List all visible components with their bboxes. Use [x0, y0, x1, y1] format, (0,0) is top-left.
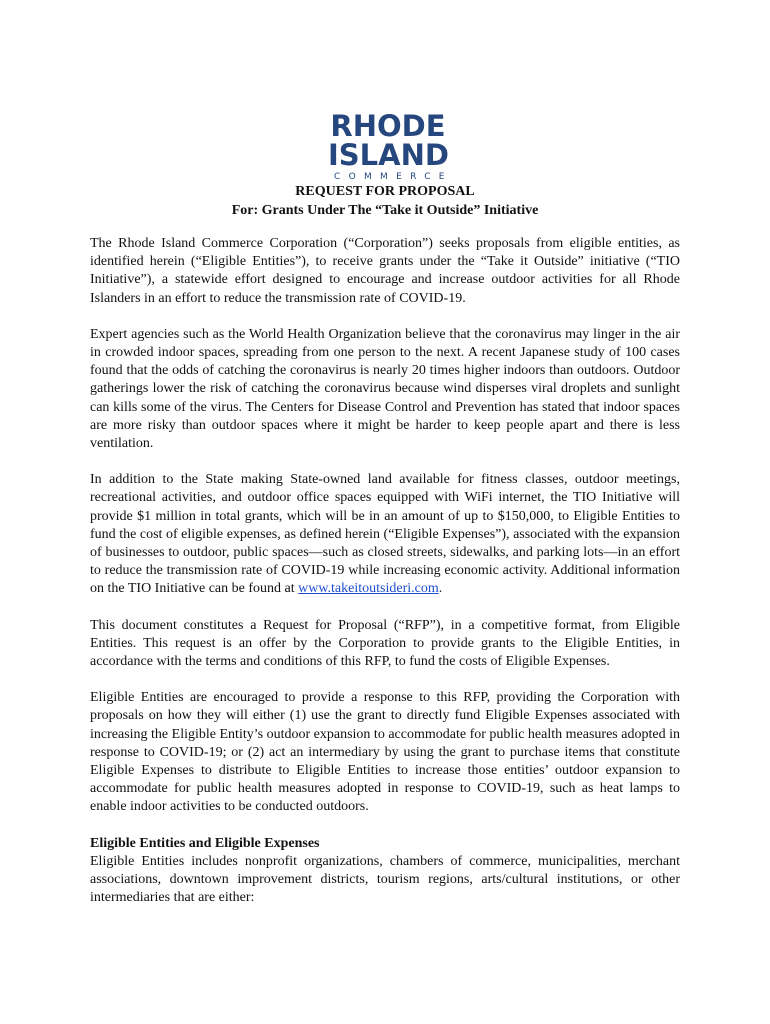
logo-line-rhode: RHODE	[330, 109, 446, 143]
logo-line-commerce: COMMERCE	[334, 172, 453, 182]
document-title-block	[90, 182, 680, 220]
document-subtitle: For: Grants Under The “Take it Outside” Initiative	[231, 203, 539, 218]
paragraph-tio-end: .	[438, 581, 443, 597]
paragraph-intro: The Rhode Island Commerce Corporation (“Corporation”) seeks proposals from eligible entities, as identified herein (“Eligible Entities”), to receive grants under the “Take it Outside” initiative (“TIO Initiative”), a statewide effort designed to encourage and increase outdoor activities for all Rhode Islanders in an effort to reduce the transmission rate of COVID-19.	[90, 236, 680, 306]
logo-line-island: ISLAND	[328, 138, 449, 172]
paragraph-tio-initiative	[90, 471, 680, 598]
paragraph-eligible-entities: Eligible Entities are encouraged to provide a response to this RFP, providing the Corporation with proposals on how they will either (1) use the grant to directly fund Eligible Expenses associated with increasing the Eligible Entity’s outdoor expansion to accommodate for public health measures adopted in response to COVID-19; or (2) act an intermediary by using the grant to purchase items that constitute Eligible Expenses to distribute to Eligible Entities to increase those entities’ outdoor expansion to accommodate for public health measures adopted in response to COVID-19, such as heat lamps to enable indoor activities to be conducted outdoors.	[90, 690, 680, 815]
document-body	[90, 235, 680, 908]
document-title: REQUEST FOR PROPOSAL	[295, 184, 475, 199]
section-eligible	[90, 835, 680, 908]
paragraph-expert-agencies: Expert agencies such as the World Health Organization believe that the coronavirus may linger in the air in crowded indoor spaces, spreading from one person to the next. A recent Japanese study of 100 cases found that the odds of catching the coronavirus is nearly 20 times higher indoors than outdoors. Outdoor gatherings lower the risk of catching the coronavirus because wind disperses viral droplets and sunlight can kills some of the virus. The Centers for Disease Control and Prevention has stated that indoor spaces are more risky than outdoor spaces where it might be harder to keep people apart and there is less ventilation.	[90, 326, 680, 452]
paragraph-rfp: This document constitutes a Request for Proposal (“RFP”), in a competitive format, from Eligible Entities. This request is an offer by the Corporation to provide grants to the Eligible Entities, in accordance with the terms and conditions of this RFP, to fund the costs of Eligible Expenses.	[90, 617, 680, 670]
rhode-island-commerce-logo	[328, 109, 453, 182]
section-text: Eligible Entities includes nonprofit organizations, chambers of commerce, municipalities, merchant associations, downtown improvement districts, tourism regions, arts/cultural institutions, or other intermediaries that are either:	[90, 853, 680, 906]
tio-website-link[interactable]: www.takeitoutsideri.com	[298, 581, 439, 597]
section-heading: Eligible Entities and Eligible Expenses	[90, 835, 320, 851]
paragraph-tio-text: In addition to the State making State-owned land available for fitness classes, outdoor meetings, recreational activities, and outdoor office spaces equipped with WiFi internet, the TIO Initiative will provide $1 million in total grants, which will be in an amount of up to $150,000, to Eligible Entities to fund the cost of eligible expenses, as defined herein (“Eligible Expenses”), associated with the expansion of businesses to outdoor, public spaces—such as closed streets, sidewalks, and parking lots—in an effort to reduce the transmission rate of COVID-19 while increasing economic activity. Additional information on the TIO Initiative can be found at	[90, 472, 680, 597]
